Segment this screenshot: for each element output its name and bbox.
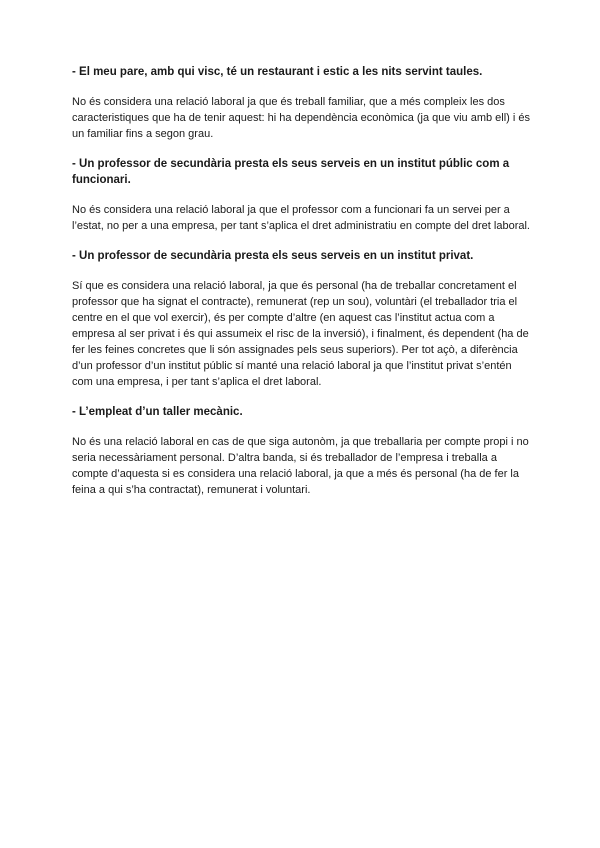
section-heading-mechanic: - L’empleat d’un taller mecànic. bbox=[72, 406, 243, 418]
section-heading-public-teacher: - Un professor de secundària presta els seus serveis en un institut públic com a funcionari. bbox=[72, 158, 510, 186]
section-body-family-restaurant: No és considera una relació laboral ja que és treball familiar, que a més compleix les dos caracteristiques que ha de tenir aquest: hi ha dependència econòmica (ja que viu amb ell) i és un familiar fins a segon grau. bbox=[72, 96, 530, 140]
section-body-private-teacher: Sí que es considera una relació laboral, ja que és personal (ha de treballar concretament el professor que ha signat el contracte), remunerat (rep un sou), voluntàri (el treballador tria el centre en el que vol exercir), és per compte d’altre (en aquest cas l’institut actua com a empresa al ser privat i és qui assumeix el risc de la inversió), i finalment, és dependent (ha de fer les feines concretes que li són assignades pels seus superiors). Per tot açò, a diferència d’un professor d’un institut públic sí manté una relació laboral ja que l’institut privat s’entén com una empresa, i per tant s’aplica el dret laboral. bbox=[72, 280, 529, 388]
document-page bbox=[72, 64, 534, 512]
section-heading-family-restaurant: - El meu pare, amb qui visc, té un restaurant i estic a les nits servint taules. bbox=[72, 66, 483, 78]
section-heading-private-teacher: - Un professor de secundària presta els seus serveis en un institut privat. bbox=[72, 250, 474, 262]
section-body-public-teacher: No és considera una relació laboral ja que el professor com a funcionari fa un servei per a l’estat, no per a una empresa, per tant s’aplica el dret administratiu en compte del dret laboral. bbox=[72, 204, 530, 232]
section-body-mechanic: No és una relació laboral en cas de que siga autonòm, ja que treballaria per compte propi i no seria necessàriament personal. D’altra banda, si és treballador de l’empresa i treballa a compte d’aquesta si es considera una relació laboral, ja que a més és personal (ha de fer la feina a qui s’ha contractat), remunerat i voluntari. bbox=[72, 436, 529, 496]
